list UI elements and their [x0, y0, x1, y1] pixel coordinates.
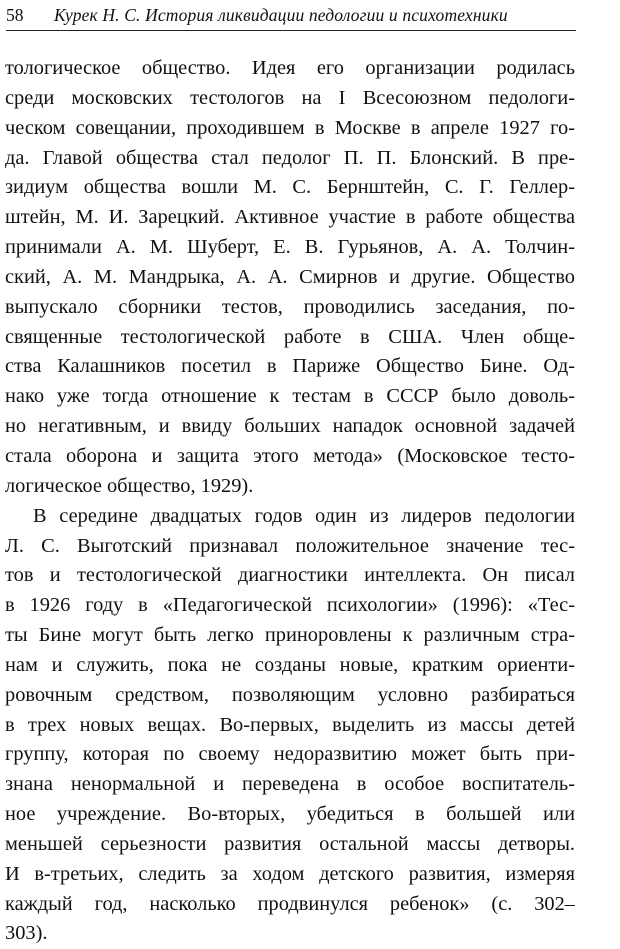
- body-text: [5, 54, 575, 949]
- text-line: тов и тестологической диагностики интеллекта. Он писал: [5, 564, 575, 587]
- text-line: принимали А. М. Шуберт, Е. В. Гурьянов, А. А. Толчин-: [5, 236, 575, 259]
- text-line: выпускало сборники тестов, проводились заседания, по-: [5, 295, 575, 318]
- text-line: священные тестологической работе в США. Член обще-: [5, 325, 575, 348]
- text-line: знана ненормальной и переведена в особое воспитатель-: [5, 773, 575, 796]
- text-line: ский, А. М. Мандрыка, А. А. Смирнов и другие. Общество: [5, 265, 575, 288]
- text-line: стала оборона и защита этого метода» (Московское тесто-: [5, 444, 575, 467]
- text-line: 303).: [5, 922, 48, 945]
- text-line: тологическое общество. Идея его организации родилась: [5, 57, 575, 79]
- text-line: логическое общество, 1929).: [5, 474, 254, 497]
- text-line: В середине двадцатых годов один из лидеров педологии: [33, 504, 575, 527]
- text-line: ты Бине могут быть легко приноровлены к различным стра-: [5, 624, 575, 647]
- running-title: Курек Н. С. История ликвидации педологии и психотехники: [54, 5, 508, 25]
- text-line: среди московских тестологов на I Всесоюзном педологи-: [5, 86, 575, 109]
- text-line: нам и служить, пока не созданы новые, кратким ориенти-: [5, 653, 575, 676]
- text-line: штейн, М. И. Зарецкий. Активное участие в работе общества: [5, 206, 575, 229]
- text-line: ровочным средством, позволяющим условно разбираться: [5, 683, 575, 706]
- text-line: ческом совещании, проходившем в Москве в апреле 1927 го-: [5, 116, 575, 139]
- text-line: меньшей серьезности развития остальной массы детворы.: [5, 832, 575, 855]
- text-line: зидиум общества вошли М. С. Бернштейн, С. Г. Геллер-: [5, 176, 575, 199]
- paragraph-1: [5, 54, 575, 502]
- paragraph-2: [5, 502, 575, 949]
- page-number: 58: [6, 5, 24, 25]
- text-line: да. Главой общества стал педолог П. П. Блонский. В пре-: [5, 146, 575, 169]
- text-line: в 1926 году в «Педагогической психологии» (1996): «Тес-: [5, 594, 575, 617]
- running-head: [6, 2, 576, 31]
- text-line: в трех новых вещах. Во-первых, выделить из массы детей: [5, 713, 575, 736]
- text-line: нако уже тогда отношение к тестам в СССР было доволь-: [5, 385, 575, 408]
- text-line: ства Калашников посетил в Париже Общество Бине. Од-: [5, 355, 575, 378]
- text-line: ное учреждение. Во-вторых, убедиться в большей или: [5, 803, 575, 826]
- text-line: Л. С. Выготский признавал положительное значение тес-: [5, 534, 575, 557]
- text-line: группу, которая по своему недоразвитию может быть при-: [5, 743, 575, 766]
- text-line: каждый год, насколько продвинулся ребенок» (с. 302–: [5, 892, 575, 915]
- text-line: И в-третьих, следить за ходом детского развития, измеряя: [5, 862, 575, 885]
- text-line: но негативным, и ввиду больших нападок основной задачей: [5, 415, 575, 438]
